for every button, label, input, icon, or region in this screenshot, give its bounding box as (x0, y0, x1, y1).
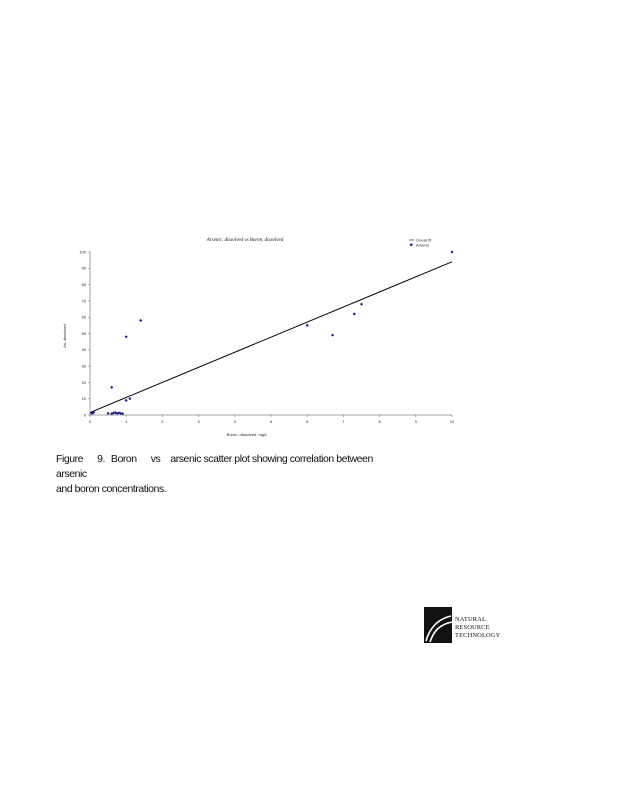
x-tick-label: 9 (414, 419, 417, 424)
x-tick-label: 10 (449, 419, 455, 424)
data-point (306, 324, 309, 327)
x-tick-label: 7 (342, 419, 345, 424)
x-tick-label: 4 (233, 419, 236, 424)
y-tick-label: 20 (81, 379, 86, 385)
x-tick-label: 5 (269, 419, 273, 424)
chart-title: Arsenic, dissolved vs Boron, dissolved (206, 238, 284, 243)
data-point (353, 312, 356, 315)
x-axis-label: Boron, dissolved, mg/L (226, 432, 268, 437)
y-tick-label: 40 (81, 347, 86, 353)
x-tick-label: 8 (378, 419, 381, 424)
caption-line1-rest: arsenic scatter plot showing correlation between arsenic (56, 453, 373, 480)
figure-caption (56, 452, 396, 497)
caption-vs-word: vs (150, 453, 161, 465)
legend-label-linear: Linear fit (416, 237, 432, 243)
legend-label-arsenic: Arsenic (416, 242, 430, 248)
data-point (360, 303, 363, 306)
legend-item-arsenic (410, 243, 430, 248)
data-point (128, 397, 131, 400)
chart-marks (90, 250, 454, 415)
logo-mark-icon (424, 607, 452, 643)
x-tick-label: 2 (161, 419, 164, 424)
chart-axes (90, 252, 452, 415)
logo-line-3: TECHNOLOGY (455, 632, 501, 639)
caption-figure-number: 9. (97, 453, 105, 465)
company-logo (424, 607, 534, 647)
y-tick-label: 30 (81, 363, 86, 369)
y-tick-label: 50 (81, 330, 86, 336)
y-tick-label: 60 (81, 314, 86, 320)
data-point (450, 250, 453, 253)
data-point (331, 334, 334, 337)
y-tick-label: 10 (81, 396, 86, 402)
logo-line-1: NATURAL (455, 616, 487, 623)
chart-ticks (79, 249, 455, 424)
y-tick-label: 100 (79, 249, 86, 255)
legend-marker-swatch (410, 243, 413, 246)
data-point (139, 319, 142, 322)
x-tick-label: 0 (88, 419, 92, 424)
y-tick-label: 80 (81, 282, 86, 287)
caption-boron-word: Boron (110, 453, 137, 465)
data-point (107, 412, 110, 415)
y-tick-label: 90 (81, 265, 86, 271)
y-axis-label: As, dissolved (62, 324, 67, 348)
data-point (110, 386, 113, 389)
y-tick-label: 70 (81, 298, 86, 304)
caption-figure-word: Figure (56, 453, 84, 465)
data-point (125, 335, 128, 338)
chart-legend (409, 238, 432, 248)
y-tick-label: 0 (83, 412, 86, 418)
x-tick-label: 3 (197, 419, 200, 424)
data-point (125, 399, 128, 402)
logo-wordmark (455, 616, 500, 640)
x-tick-label: 1 (125, 419, 128, 424)
logo-line-2: RESOURCE (455, 624, 490, 631)
x-tick-label: 6 (306, 419, 309, 424)
caption-line2: and boron concentrations. (56, 483, 167, 495)
trend-line (90, 262, 452, 413)
